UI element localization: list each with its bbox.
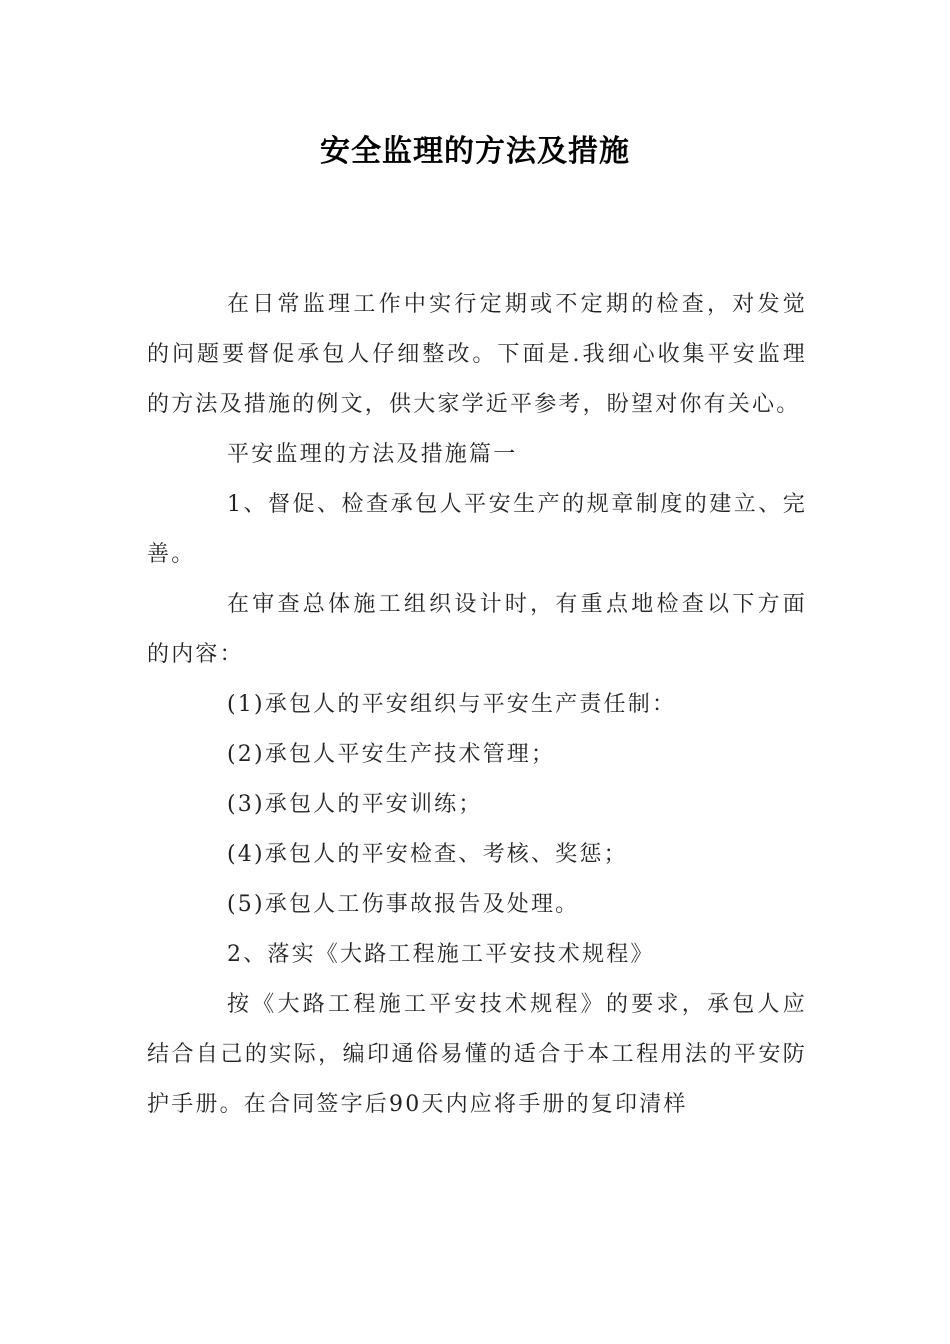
item-heading-1: 1、督促、检查承包人平安生产的规章制度的建立、完善。	[147, 492, 807, 567]
list-item-5: (5)承包人工伤事故报告及处理。	[227, 892, 580, 917]
body-paragraph: 按《大路工程施工平安技术规程》的要求，承包人应结合自己的实际，编印通俗易懂的适合于本工程用法的平安防护手册。在合同签字后90天内应将手册的复印清样	[147, 992, 807, 1117]
body-paragraph: 在审查总体施工组织设计时，有重点地检查以下方面的内容：	[147, 592, 807, 667]
list-item-4: (4)承包人的平安检查、考核、奖惩；	[227, 842, 628, 867]
document-body	[147, 280, 807, 1130]
document-title: 安全监理的方法及措施	[320, 134, 630, 169]
list-item-1: (1)承包人的平安组织与平安生产责任制：	[227, 692, 677, 717]
intro-paragraph: 在日常监理工作中实行定期或不定期的检查，对发觉的问题要督促承包人仔细整改。下面是.我细心收集平安监理的方法及措施的例文，供大家学近平参考，盼望对你有关心。	[147, 292, 807, 417]
section-heading: 平安监理的方法及措施篇一	[227, 442, 518, 467]
list-item-3: (3)承包人的平安训练；	[227, 792, 483, 817]
item-heading-2: 2、落实《大路工程施工平安技术规程》	[227, 942, 655, 967]
list-item-2: (2)承包人平安生产技术管理；	[227, 742, 556, 767]
